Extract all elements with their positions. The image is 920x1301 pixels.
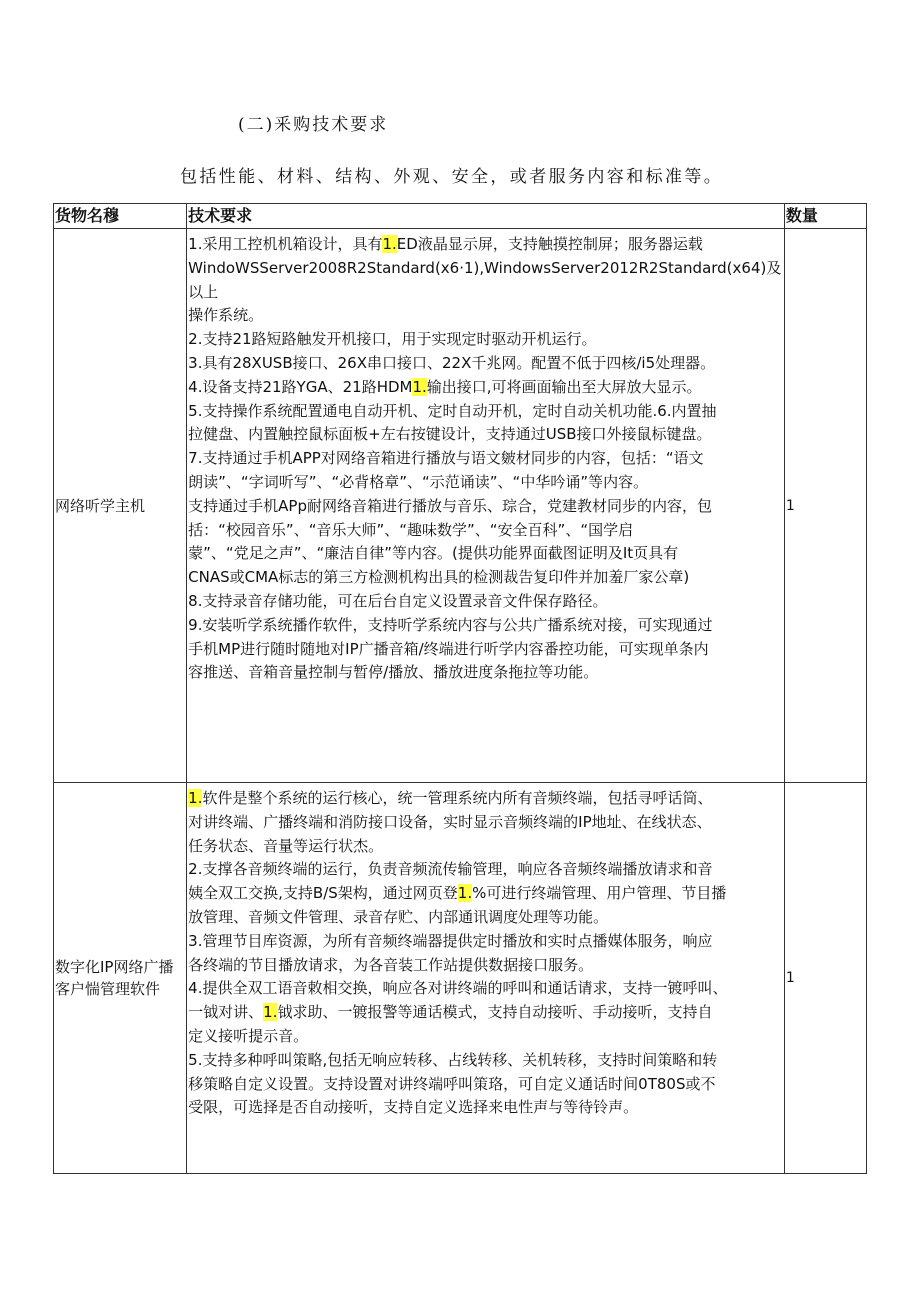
- requirement-line: [188, 638, 782, 662]
- requirement-text: 输出接口,可将画面输出至大屏放大显示。: [426, 377, 702, 396]
- requirement-text: 5.支持操作系统配置通电自动开机、定时自动开机，定时自动关机功能.6.内置抽: [188, 401, 717, 420]
- requirements-table: [53, 203, 867, 1174]
- requirement-text: 3.具有28XUSB接口、26X串口接口、22X千兆网。配置不低于四核/i5处理器。: [188, 353, 716, 372]
- requirement-text: 支持通过手机APp耐网络音箱进行播放与音乐、琮合，党建教材同步的内容，包: [188, 496, 712, 515]
- quantity-cell: 1: [784, 229, 866, 783]
- requirement-text: 容推送、音箱音量控制与暂停/播放、播放进度条拖拉等功能。: [188, 663, 599, 682]
- requirement-line: [188, 233, 782, 257]
- requirement-line: [188, 304, 782, 328]
- requirement-line: [188, 1049, 782, 1073]
- requirement-line: [188, 328, 782, 352]
- header-goods-name: 货物名穆: [54, 204, 187, 229]
- requirement-text: %可进行终端管理、用户管理、节目播: [472, 884, 727, 903]
- requirement-line: [188, 661, 782, 685]
- requirement-text: WindoWSServer2008R2Standard(x6·1),WindowsServer2012R2Standard(x64)及以上: [188, 258, 782, 301]
- requirement-text: 3.管理节目库资源，为所有音频终端器提供定时播放和实时点播媒体服务，响应: [188, 931, 713, 950]
- highlighted-text: 1.: [457, 884, 473, 903]
- requirement-line: [188, 835, 782, 859]
- requirement-line: [188, 1073, 782, 1097]
- table-header-row: [54, 204, 867, 229]
- highlighted-text: 1.: [263, 1003, 278, 1022]
- requirement-text: ED液晶显示屏，支持触摸控制屏；服务器运载: [396, 235, 703, 253]
- requirement-text: 软件是整个系统的运行核心，统一管理系统内所有音频终端，包括寻呼话筒、: [202, 789, 713, 807]
- requirement-text: 4.设备支持21路YGA、21路HDM: [188, 377, 413, 396]
- requirement-line: [188, 519, 782, 543]
- header-quantity: 数量: [784, 204, 866, 229]
- requirement-text: 放管理、音频文件管理、录音存贮、内部通讯调度处理等功能。: [188, 907, 609, 926]
- requirement-line: [188, 471, 782, 495]
- section-subheading: 包括性能、材料、结构、外观、安全，或者服务内容和标准等。: [180, 167, 724, 187]
- requirement-line: [188, 858, 782, 882]
- requirement-line: [188, 1001, 782, 1025]
- requirement-text: 姨全双工交换,支持B/S架构，通过网页登: [188, 884, 458, 903]
- requirement-line: [188, 352, 782, 376]
- requirement-text: 移策略自定义设置。支持设置对讲终端呼叫策珞，可自定义通话时间0T80S或不: [188, 1074, 716, 1093]
- requirement-text: 括：“校园音乐”、“音乐大师”、“趣味数学”、“安全百科”、“国学启: [188, 520, 634, 539]
- quantity-cell: 1: [784, 783, 866, 1174]
- requirement-line: [188, 882, 782, 906]
- requirement-text: 蒙”、“党足之声”、“廉洁自律”等内容。(提供功能界面截图证明及It页具有: [188, 544, 679, 563]
- requirement-text: 各终端的节目播放请求，为各音装工作站提供数据接口服务。: [188, 955, 594, 974]
- requirement-line: [188, 977, 782, 1001]
- table-row: [54, 783, 867, 1174]
- requirement-line: [188, 257, 782, 305]
- highlighted-text: 1.: [188, 789, 203, 807]
- requirement-line: [188, 930, 782, 954]
- requirement-line: [188, 906, 782, 930]
- requirement-text: 5.支持多种呼叫策略,包括无响应转移、占线转移、关机转移，支持时间策略和转: [188, 1050, 718, 1069]
- requirement-line: [188, 447, 782, 471]
- requirement-text: 8.支持录音存储功能，可在后台自定义设置录音文件保存路径。: [188, 591, 608, 610]
- requirement-text: 朗读”、“字词听写”、“必背格章”、“示范诵读”、“中华吟诵”等内容。: [188, 472, 649, 491]
- requirements-lines: [188, 787, 782, 1120]
- requirements-lines: [188, 233, 782, 685]
- requirement-text: 2.支持21路短路触发开机接口，用于实现定时驱动开机运行。: [188, 330, 597, 349]
- goods-name-cell: 网络听学主机: [54, 229, 187, 783]
- requirement-text: 4.提供全双工语音敕相交换，响应各对讲终端的呼叫和通话请求，支持一镀呼叫、: [188, 979, 728, 998]
- requirement-line: [188, 954, 782, 978]
- requirement-line: [188, 1025, 782, 1049]
- table-row: [54, 229, 867, 783]
- goods-name-cell: 数字化IP网络广播客户惴管理软件: [54, 783, 187, 1174]
- section-heading: (二)釆购技术要求: [238, 115, 389, 135]
- requirement-line: [188, 495, 782, 519]
- requirement-text: 受限，可选择是否自动接听，支持自定义选择来电性声与等待铃声。: [188, 1098, 639, 1117]
- header-technical-requirements: 技术要求: [187, 204, 785, 229]
- requirement-line: [188, 811, 782, 835]
- requirement-line: [188, 376, 782, 400]
- requirement-text: 操作系统。: [188, 306, 264, 325]
- requirement-text: 定义接听提示音。: [188, 1026, 309, 1045]
- requirement-line: [188, 787, 782, 811]
- requirement-text: 手机MP进行随时随地对IP广播音箱/终端进行听学内容番控功能，可实现单条内: [188, 639, 709, 658]
- requirement-text: 1.采用工控机机箱设计，具有: [188, 235, 383, 253]
- requirement-line: [188, 590, 782, 614]
- requirement-text: 一钺对讲、: [188, 1003, 264, 1022]
- requirements-cell: [187, 229, 785, 783]
- requirement-line: [188, 400, 782, 424]
- requirements-cell: [187, 783, 785, 1174]
- requirement-text: 2.支撑各音频终端的运行，负责音频流传输管理，响应各音频终端播放请求和音: [188, 860, 713, 879]
- requirement-line: [188, 542, 782, 566]
- requirement-text: 任务状态、音量等运行状杰。: [188, 836, 384, 855]
- requirement-line: [188, 1096, 782, 1120]
- highlighted-text: 1.: [382, 235, 397, 253]
- requirement-line: [188, 423, 782, 447]
- requirement-text: CNAS或CMA标志的第三方检测机构出具的检测裁告复印件并加羞厂家公章): [188, 568, 690, 587]
- requirement-text: 对讲终端、广播终端和消防接口设备，实时显示音频终端的IP地址、在线状态、: [188, 812, 712, 831]
- requirement-text: 9.安装听学系统播作软件，支持听学系统内容与公共广播系统对接，可实现通过: [188, 615, 713, 634]
- requirement-text: 拉健盘、内置触控鼠标面板+左右按键设计，支持通过USB接口外接鼠标键盘。: [188, 425, 712, 444]
- highlighted-text: 1.: [412, 377, 427, 396]
- requirement-line: [188, 566, 782, 590]
- requirement-text: 7.支持通过手机APP对网络音箱进行播放与语文皴材同步的内容，包括：“语文: [188, 449, 704, 468]
- requirement-text: 钺求助、一镀报警等通话模式，支持自动接听、手动接听，支持自: [277, 1003, 713, 1022]
- requirement-line: [188, 614, 782, 638]
